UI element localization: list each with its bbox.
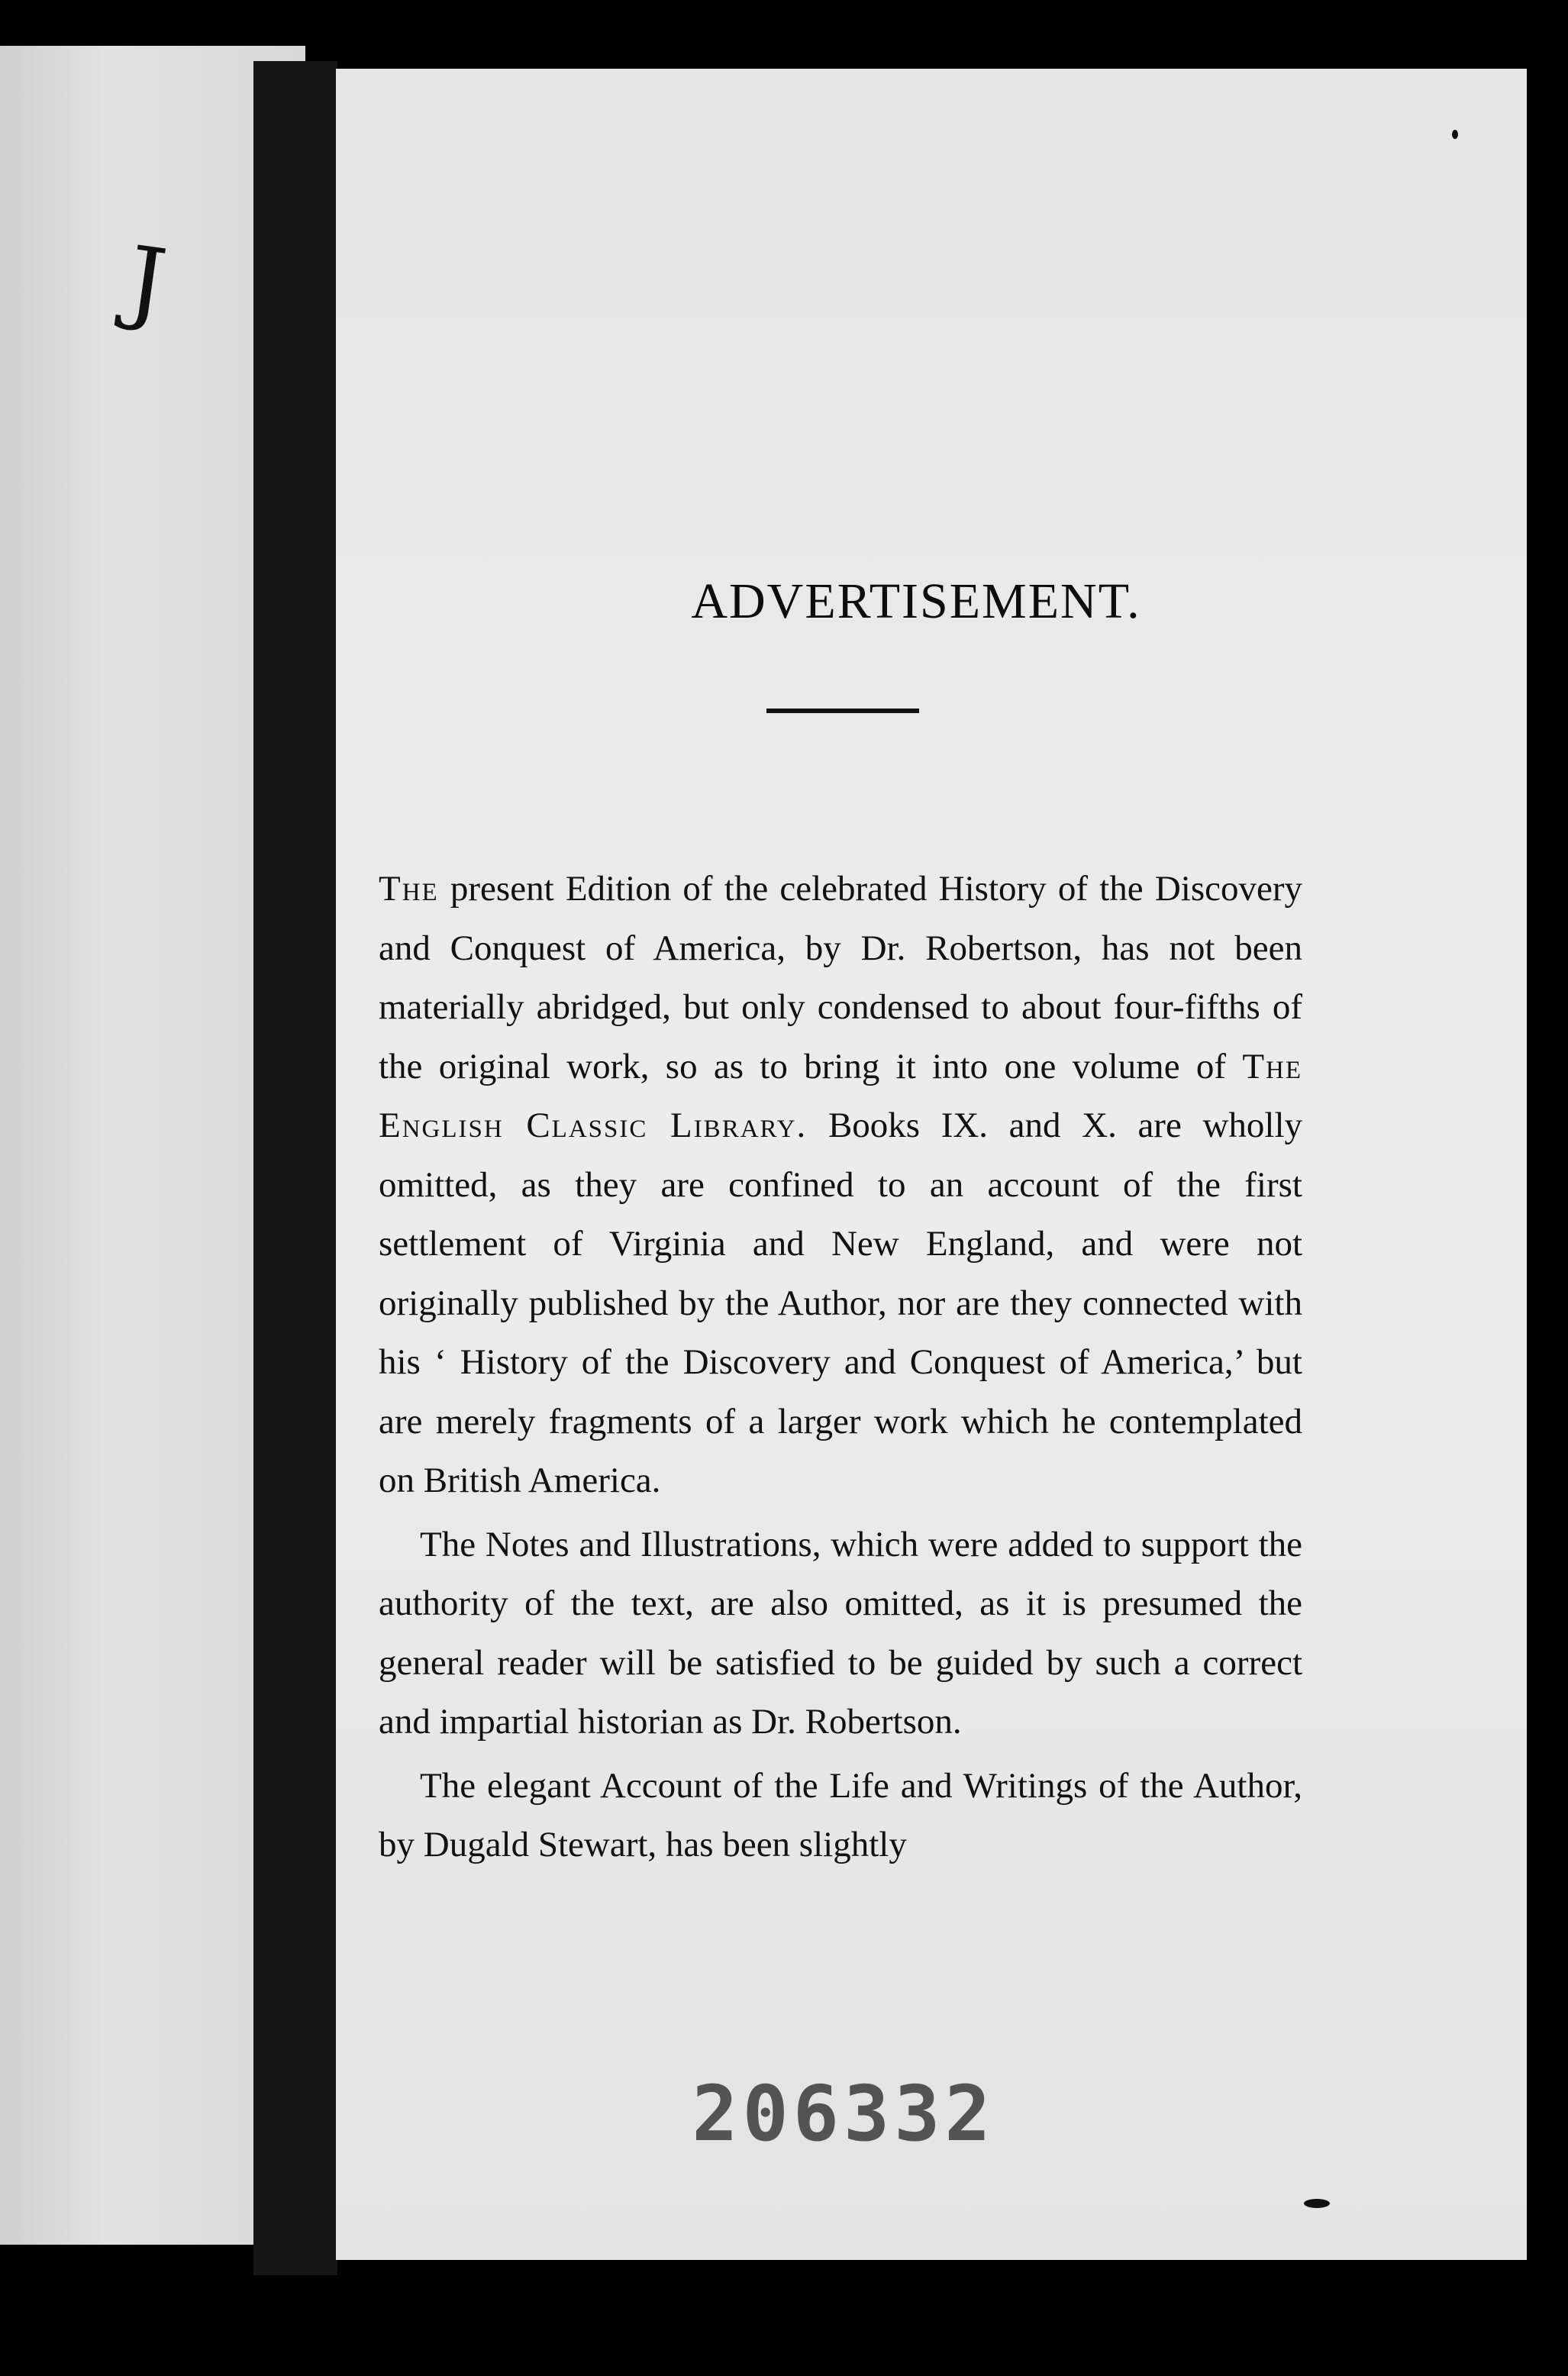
body-text	[379, 860, 1302, 1880]
paragraph-1	[379, 860, 1302, 1511]
library-stamp-number: 206332	[692, 2069, 995, 2158]
page-title: ADVERTISEMENT.	[691, 573, 1141, 629]
book-gutter	[253, 61, 337, 2275]
ink-speck	[1304, 2199, 1330, 2208]
handwritten-mark: J	[121, 227, 173, 337]
title-divider-rule	[766, 709, 919, 713]
series-name: The English Classic Library.	[379, 1046, 1303, 1145]
paragraph-2: The Notes and Illustrations, which were added to support the authority of the text, are also omitted, as it is presumed the general reader will be satisfied to be guided by such a correct and impartial historian as Dr. Robertson.	[379, 1524, 1302, 1742]
ink-speck	[1452, 130, 1458, 139]
paragraph-1-part-2: Books IX. and X. are wholly omitted, as they are confined to an account of the first settlement of Virginia and New England, and were not originally published by the Author, nor are they connected with his ‘ History of the Discovery and Conquest of America,’ but are merely fragments of a larger work which he contemplated on British America.	[379, 1106, 1302, 1500]
main-page	[336, 69, 1527, 2260]
paragraph-3: The elegant Account of the Life and Writings of the Author, by Dugald Stewart, has been slightly	[379, 1765, 1302, 1864]
paragraph-1-lead: The	[379, 869, 439, 909]
paragraph-1-part-1: present Edition of the celebrated History of the Discovery and Conquest of America, by Dr. Robertson, has not been materially abridged, but only condensed to about four-fifths of the original work, so as to bring it into one volume of	[379, 869, 1302, 1086]
